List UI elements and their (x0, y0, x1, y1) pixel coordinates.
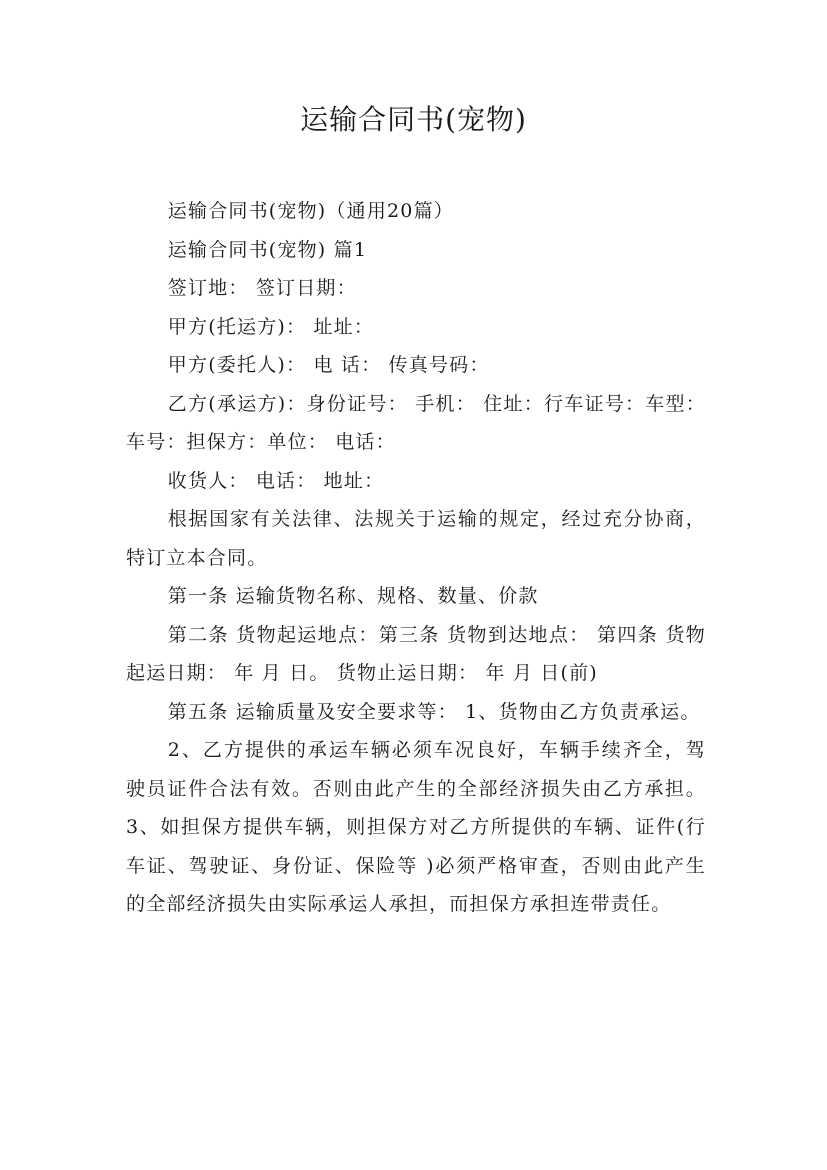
document-body (126, 192, 706, 924)
paragraph-article-5: 第五条 运输质量及安全要求等： 1、货物由乙方负责承运。 (167, 700, 701, 723)
paragraph-article-1: 第一条 运输货物名称、规格、数量、价款 (167, 585, 539, 607)
paragraph-party-b-carrier: 乙方(承运方)：身份证号： 手机： 住址：行车证号：车型： 车号：担保方：单位： 电话： (126, 392, 706, 453)
document-title: 运输合同书(宠物) (300, 103, 527, 136)
paragraph-article-5-items: 2、乙方提供的承运车辆必须车况良好，车辆手续齐全，驾驶员证件合法有效。否则由此产生的全部经济损失由乙方承担。 3、如担保方提供车辆，则担保方对乙方所提供的车辆、证件(行车证、驾驶证、身份证、保险等 )必须严格审查，否则由此产生的全部经济损失由实际承运人承担，而担保方承担连带责任。 (126, 739, 706, 915)
paragraph-consignee: 收货人： 电话： 地址： (167, 469, 385, 492)
paragraph-party-a-shipper: 甲方(托运方)： 址址： (167, 315, 375, 338)
paragraph-signing-place-date: 签订地： 签订日期： (167, 277, 357, 299)
paragraph-articles-2-4: 第二条 货物起运地点：第三条 货物到达地点： 第四条 货物起运日期： 年 月 日。 货物止运日期： 年 月 日(前) (126, 623, 706, 684)
paragraph-article-heading: 运输合同书(宠物) 篇1 (167, 238, 368, 261)
paragraph-series-title: 运输合同书(宠物)（通用20篇） (167, 200, 454, 222)
paragraph-party-a-principal: 甲方(委托人)： 电 话： 传真号码： (167, 354, 490, 376)
paragraph-preamble: 根据国家有关法律、法规关于运输的规定，经过充分协商，特订立本合同。 (126, 508, 706, 569)
